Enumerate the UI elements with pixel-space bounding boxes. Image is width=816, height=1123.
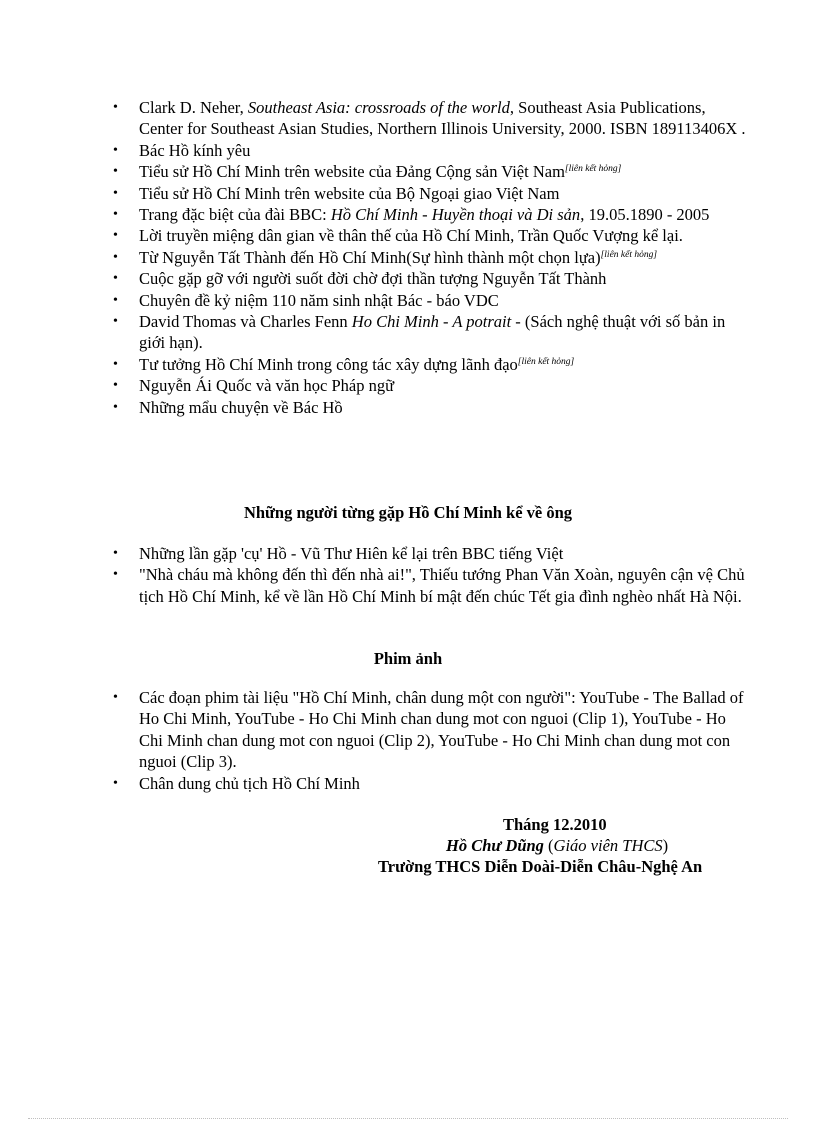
signature-author-line: Hồ Chư Dũng (Giáo viên THCS) — [446, 836, 669, 855]
film-item[interactable]: • Chân dung chủ tịch Hồ Chí Minh — [113, 773, 753, 794]
author-name: Hồ Chư Dũng — [446, 836, 544, 855]
signature-date: Tháng 12.2010 — [503, 815, 607, 834]
witness-item[interactable]: • Những lần gặp 'cụ' Hồ - Vũ Thư Hiên kể lại trên BBC tiếng Việt — [113, 543, 753, 564]
films-list — [113, 687, 753, 794]
reference-item[interactable]: • Tư tưởng Hồ Chí Minh trong công tác xây dựng lãnh đạo[liên kết hỏng] — [113, 354, 753, 375]
reference-item[interactable]: • Tiểu sử Hồ Chí Minh trên website của Bộ Ngoại giao Việt Nam — [113, 183, 753, 204]
witnesses-list — [113, 543, 753, 607]
signature-school: Trường THCS Diễn Doài-Diễn Châu-Nghệ An — [378, 857, 703, 876]
reference-item[interactable]: • Trang đặc biệt của đài BBC: Hồ Chí Minh - Huyền thoại và Di sản, 19.05.1890 - 2005 — [113, 204, 753, 225]
reference-item[interactable]: • Chuyên đề kỷ niệm 110 năm sinh nhật Bác - báo VDC — [113, 290, 753, 311]
author-role: Giáo viên THCS — [553, 836, 663, 855]
reference-list — [113, 97, 753, 418]
witness-item[interactable]: • "Nhà cháu mà không đến thì đến nhà ai!", Thiếu tướng Phan Văn Xoàn, nguyên cận vệ Chủ tịch Hồ Chí Minh, kể về lần Hồ Chí Minh bí mật đến chúc Tết gia đình nghèo nhất Hà Nội. — [113, 564, 753, 607]
films-heading: Phim ảnh — [373, 649, 443, 668]
reference-item[interactable]: • Những mẩu chuyện về Bác Hồ — [113, 397, 753, 418]
reference-item[interactable]: • Lời truyền miệng dân gian về thân thế của Hồ Chí Minh, Trần Quốc Vượng kể lại. — [113, 225, 753, 246]
reference-item[interactable]: • David Thomas và Charles Fenn Ho Chi Minh - A potrait - (Sách nghệ thuật với số bản in giới hạn). — [113, 311, 753, 354]
page-bottom-border — [28, 1118, 788, 1119]
film-item[interactable]: • Các đoạn phim tài liệu "Hồ Chí Minh, chân dung một con người": YouTube - The Ballad of Ho Chi Minh, YouTube - Ho Chi Minh chan dung mot con nguoi (Clip 1), YouTube - Ho Chi Minh chan dung mot con nguoi (Clip 2), YouTube - Ho Chi Minh chan dung mot con nguoi (Clip 3). — [113, 687, 753, 773]
reference-item[interactable]: • Nguyễn Ái Quốc và văn học Pháp ngữ — [113, 375, 753, 396]
witnesses-heading: Những người từng gặp Hồ Chí Minh kể về ông — [243, 503, 573, 522]
reference-item[interactable]: • Clark D. Neher, Southeast Asia: crossroads of the world, Southeast Asia Publications, Center for Southeast Asian Studies, Northern Illinois University, 2000. ISBN 189113406X . — [113, 97, 753, 140]
broken-link-note: [liên kết hỏng] — [517, 356, 575, 367]
reference-item[interactable]: • Tiểu sử Hồ Chí Minh trên website của Đảng Cộng sản Việt Nam[liên kết hỏng] — [113, 161, 753, 182]
broken-link-note: [liên kết hỏng] — [600, 249, 658, 260]
reference-item[interactable]: • Bác Hồ kính yêu — [113, 140, 753, 161]
reference-item[interactable]: • Cuộc gặp gỡ với người suốt đời chờ đợi thần tượng Nguyễn Tất Thành — [113, 268, 753, 289]
broken-link-note: [liên kết hỏng] — [564, 164, 622, 175]
reference-item[interactable]: • Từ Nguyễn Tất Thành đến Hồ Chí Minh(Sự hình thành một chọn lựa)[liên kết hỏng] — [113, 247, 753, 268]
